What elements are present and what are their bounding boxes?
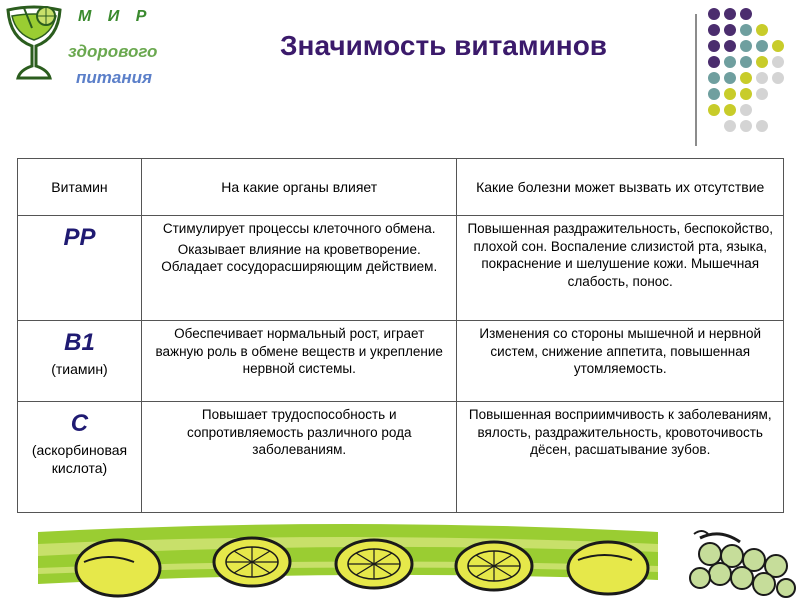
cocktail-glass-icon [2, 4, 66, 86]
column-header-vitamin: Витамин [18, 159, 142, 216]
lemon-slice-icon [214, 538, 290, 586]
table-row [18, 216, 784, 321]
diseases-cell [457, 321, 784, 402]
dot [724, 88, 736, 100]
column-header-diseases: Какие болезни может вызвать их отсутствие [457, 159, 784, 216]
dot [756, 88, 768, 100]
vitamin-name: PP [63, 224, 96, 251]
organs-text: Повышает трудоспособность и сопротивляемость различного рода заболеваниям. [186, 407, 412, 458]
organs-text: Обеспечивает нормальный рост, играет важную роль в обмене веществ и укрепление нервной системы. [155, 326, 443, 377]
diseases-cell [457, 216, 784, 321]
dot [756, 72, 768, 84]
organs-cell [141, 321, 457, 402]
dot [724, 56, 736, 68]
diseases-text: Повышенная раздражительность, беспокойство, плохой сон. Воспаление слизистой рта, языка, покраснение и шелушение кожи. Мышечная слабость, понос. [467, 221, 774, 289]
diseases-text: Повышенная восприимчивость к заболеваниям, вялость, раздражительность, кровоточивость дёсен, расшатывание зубов. [468, 407, 772, 458]
dot [740, 40, 752, 52]
dot [772, 40, 784, 52]
vitamins-table [17, 158, 784, 513]
dot [724, 40, 736, 52]
logo-line-2: здорового [68, 42, 158, 61]
vitamin-cell [18, 216, 142, 321]
page-title: Значимость витаминов [280, 30, 608, 61]
lemon-slices-strip [38, 522, 658, 600]
diseases-cell [457, 402, 784, 513]
diseases-text: Изменения со стороны мышечной и нервной систем, снижение аппетита, повышенная утомляемость. [479, 326, 762, 377]
dot [756, 24, 768, 36]
divider-line [695, 14, 697, 146]
logo [0, 0, 180, 100]
vitamin-cell [18, 402, 142, 513]
organs-text: Стимулирует процессы клеточного обмена. [162, 221, 436, 236]
dot [772, 72, 784, 84]
table-row [18, 321, 784, 402]
dot [708, 40, 720, 52]
dot [740, 56, 752, 68]
dot [740, 120, 752, 132]
dot [740, 8, 752, 20]
dot [724, 120, 736, 132]
dot [708, 56, 720, 68]
lemon-icon [568, 542, 648, 594]
table-header-row [18, 159, 784, 216]
table-row [18, 402, 784, 513]
vitamin-name: C [70, 410, 89, 437]
dot [756, 120, 768, 132]
dot [708, 24, 720, 36]
dot [708, 72, 720, 84]
vitamin-subname: (тиамин) [51, 361, 108, 378]
vitamin-cell [18, 321, 142, 402]
logo-line-1: М И Р [78, 8, 153, 25]
dot [772, 56, 784, 68]
dot [708, 8, 720, 20]
logo-line-3: питания [76, 68, 153, 87]
dot [740, 24, 752, 36]
dot [740, 72, 752, 84]
organs-text: Оказывает влияние на кроветворение. Обладает сосудорасширяющим действием. [161, 241, 438, 275]
organs-cell [141, 216, 457, 321]
dot [724, 104, 736, 116]
dot [740, 88, 752, 100]
grapes-icon [680, 528, 798, 600]
dot [756, 56, 768, 68]
dot [756, 40, 768, 52]
dot [724, 24, 736, 36]
dot [708, 88, 720, 100]
dot [708, 104, 720, 116]
lemon-slice-icon [336, 540, 412, 588]
vitamin-subname: (аскорбиновая кислота) [31, 442, 128, 477]
column-header-organs: На какие органы влияет [141, 159, 457, 216]
dot [740, 104, 752, 116]
dot [724, 8, 736, 20]
dot [724, 72, 736, 84]
lemon-slice-icon [456, 542, 532, 590]
organs-cell [141, 402, 457, 513]
lemon-icon [76, 540, 160, 596]
vitamin-name: B1 [64, 329, 95, 356]
